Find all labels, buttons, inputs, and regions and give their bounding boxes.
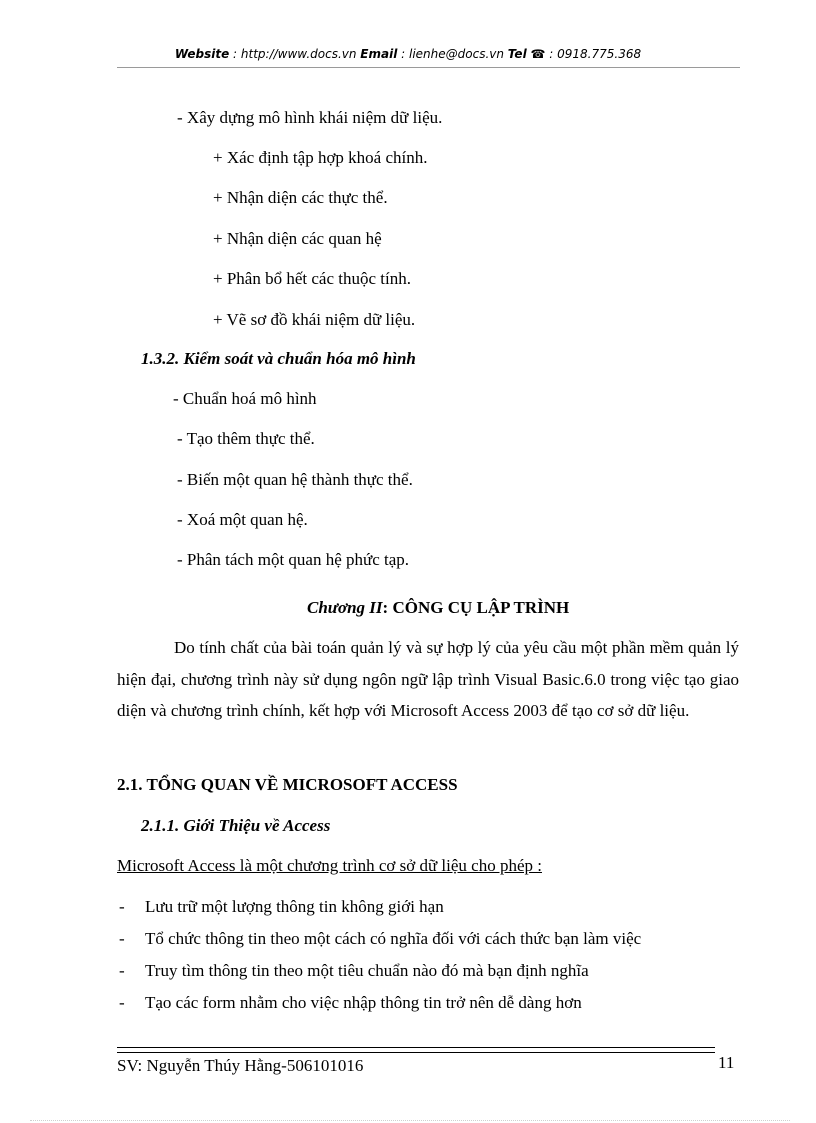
access-intro: Microsoft Access là một chương trình cơ sở dữ liệu cho phép : xyxy=(117,856,542,875)
footer-author: SV: Nguyễn Thúy Hằng-506101016 xyxy=(117,1056,364,1075)
chapter-heading xyxy=(307,598,569,618)
bullet-marker: - xyxy=(119,897,125,916)
section-heading-211: 2.1.1. Giới Thiệu về Access xyxy=(141,816,331,835)
tel-value: ☎ : 0918.775.368 xyxy=(526,47,642,61)
website-label: Website xyxy=(174,47,230,61)
list1-item-1: + Xác định tập hợp khoá chính. xyxy=(213,148,428,167)
list1-item-0: - Xây dựng mô hình khái niệm dữ liệu. xyxy=(177,108,443,127)
bullet-item-3: Tạo các form nhằm cho việc nhập thông tin trở nên dễ dàng hơn xyxy=(145,993,582,1012)
tel-label: Tel xyxy=(507,47,527,61)
footer-divider xyxy=(117,1047,715,1053)
header-divider xyxy=(117,67,740,68)
page-number: 11 xyxy=(718,1053,735,1072)
intro-paragraph: Do tính chất của bài toán quản lý và sự hợp lý của yêu cầu một phần mềm quản lý hiện đại, chương trình này sử dụng ngôn ngữ lập trình Visual Basic.6.0 trong việc tạo giao diện và chương trình chính, kết hợp với Microsoft Access 2003 để tạo cơ sở dữ liệu. xyxy=(117,638,739,720)
section-heading-21: 2.1. TỔNG QUAN VỀ MICROSOFT ACCESS xyxy=(117,775,458,794)
website-value[interactable]: : http://www.docs.vn xyxy=(229,47,361,61)
chapter-label: Chương II xyxy=(307,598,383,617)
list2-item-3: - Xoá một quan hệ. xyxy=(177,510,308,529)
chapter-title: : CÔNG CỤ LẬP TRÌNH xyxy=(382,598,570,617)
list1-item-4: + Phân bổ hết các thuộc tính. xyxy=(213,269,411,288)
list1-item-2: + Nhận diện các thực thể. xyxy=(213,188,388,207)
section-heading-132: 1.3.2. Kiểm soát và chuẩn hóa mô hình xyxy=(141,349,416,368)
list2-item-0: - Chuẩn hoá mô hình xyxy=(173,389,317,408)
page-bottom-border xyxy=(30,1120,790,1121)
bullet-marker: - xyxy=(119,929,125,948)
list2-item-4: - Phân tách một quan hệ phức tạp. xyxy=(177,550,410,569)
bullet-item-1: Tổ chức thông tin theo một cách có nghĩa đối với cách thức bạn làm việc xyxy=(145,929,642,948)
email-value[interactable]: : lienhe@docs.vn xyxy=(397,47,508,61)
list2-item-1: - Tạo thêm thực thể. xyxy=(177,429,315,448)
bullet-marker: - xyxy=(119,993,125,1012)
list1-item-5: + Vẽ sơ đồ khái niệm dữ liệu. xyxy=(213,310,416,329)
email-label: Email xyxy=(360,47,398,61)
bullet-item-0: Lưu trữ một lượng thông tin không giới hạn xyxy=(145,897,444,916)
bullet-marker: - xyxy=(119,961,125,980)
bullet-item-2: Truy tìm thông tin theo một tiêu chuẩn nào đó mà bạn định nghĩa xyxy=(145,961,589,980)
page-header xyxy=(0,47,816,61)
list2-item-2: - Biến một quan hệ thành thực thể. xyxy=(177,470,413,489)
list1-item-3: + Nhận diện các quan hệ xyxy=(213,229,382,248)
